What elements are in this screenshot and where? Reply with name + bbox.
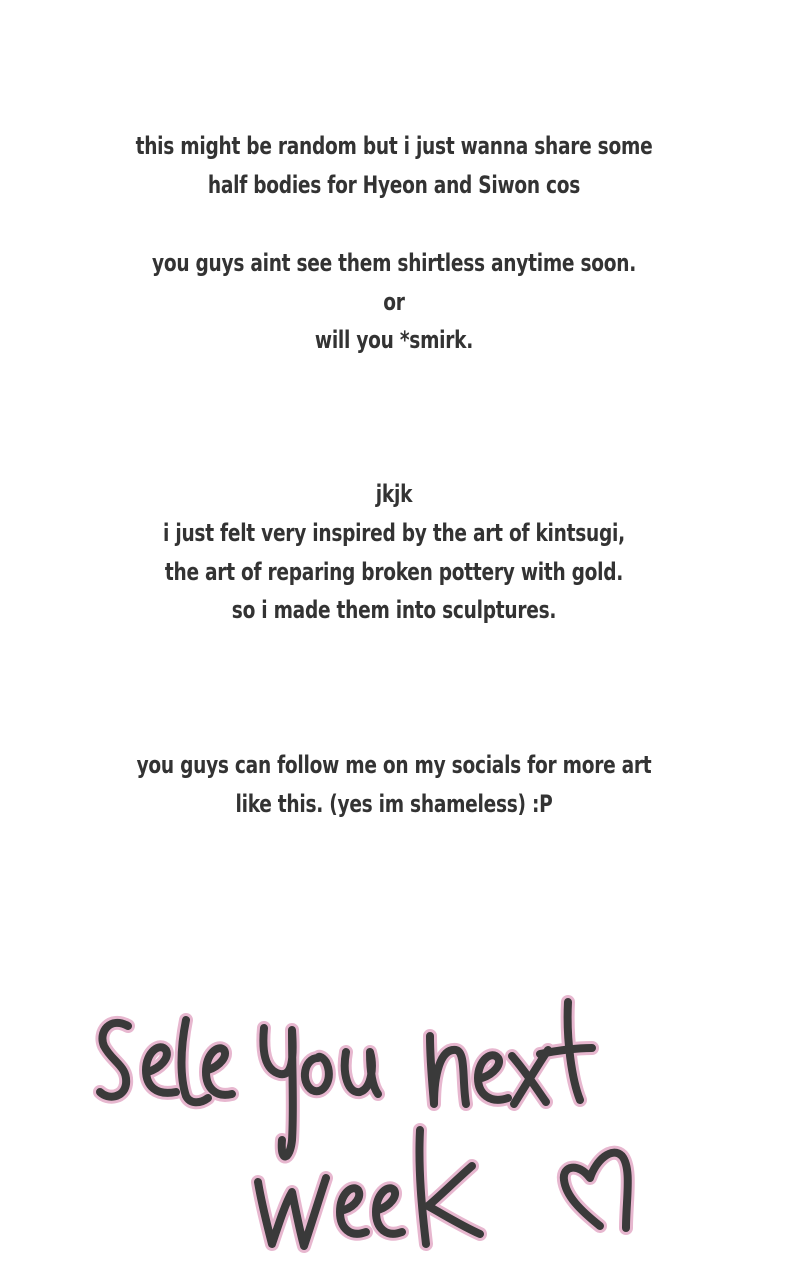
note-line: will you *smirk. <box>314 326 474 354</box>
note-line: i just felt very inspired by the art of kintsugi, <box>163 519 625 547</box>
note-line: half bodies for Hyeon and Siwon cos <box>207 171 581 199</box>
note-line: like this. (yes im shameless) :P <box>235 790 553 818</box>
note-line: you guys can follow me on my socials for more art <box>136 751 652 779</box>
note-line: this might be random but i just wanna share some <box>135 132 653 160</box>
note-line: so i made them into sculptures. <box>231 596 557 624</box>
note-line: jkjk <box>375 480 413 508</box>
note-line: you guys aint see them shirtless anytime soon. <box>151 249 637 277</box>
note-line: or <box>383 288 405 316</box>
note-line: the art of reparing broken pottery with gold. <box>164 558 624 586</box>
